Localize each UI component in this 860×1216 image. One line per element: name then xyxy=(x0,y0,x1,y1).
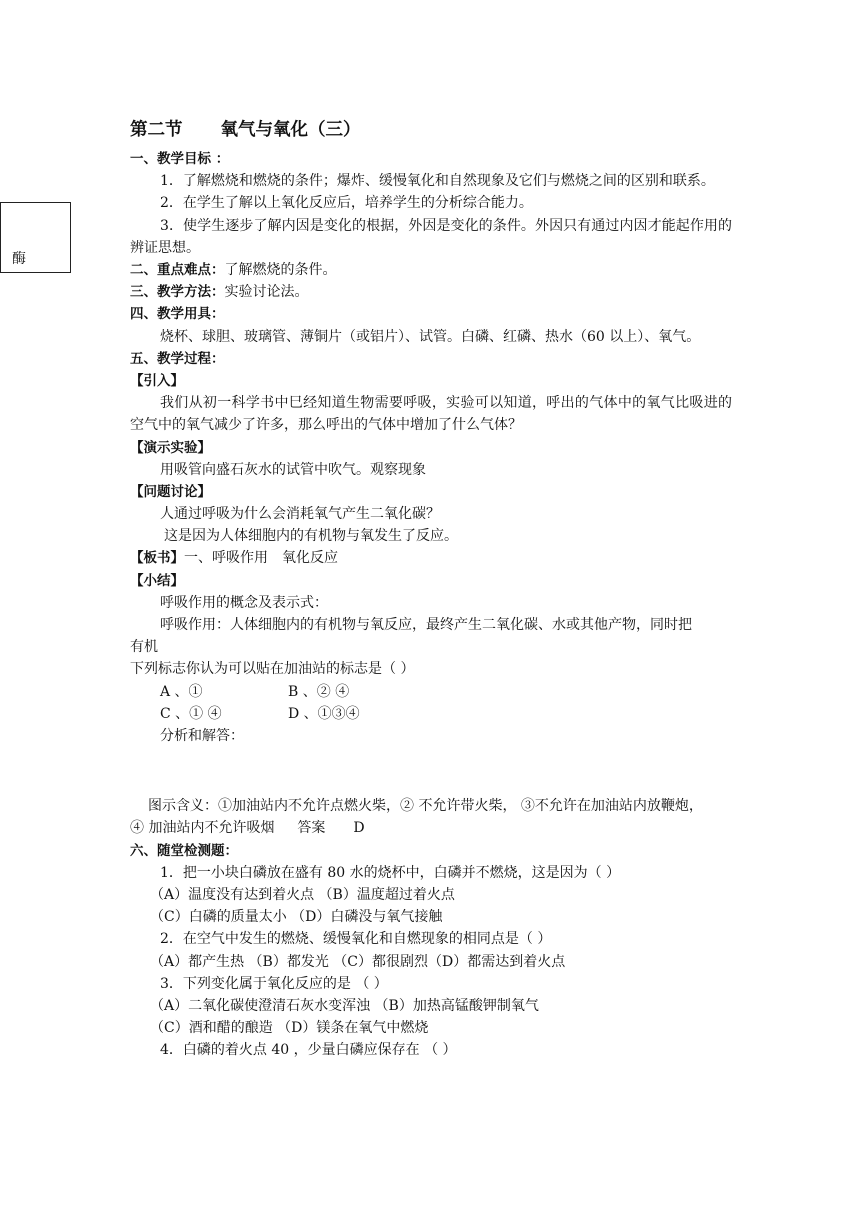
demo-text: 用吸管向盛石灰水的试管中吹气。观察现象 xyxy=(160,461,426,478)
quiz-q3-options-cd: （C）酒和醋的酿造 （D）镁条在氧气中燃烧 xyxy=(150,1020,429,1037)
objective-1: 1．了解燃烧和燃烧的条件；爆炸、缓慢氧化和自然现象及它们与燃烧之间的区别和联系。 xyxy=(160,173,715,190)
quiz-q4: 4．白磷的着火点 40 ，少量白磷应保存在 （ ） xyxy=(160,1042,457,1059)
tag-summary: 【小结】 xyxy=(130,572,184,589)
tools-text: 烧杯、球胆、玻璃管、薄铜片（或铝片）、试管。白磷、红磷、热水（60 以上）、氧气。 xyxy=(160,328,701,345)
side-box-char: 酶 xyxy=(12,251,26,267)
option-c: C 、① ④ xyxy=(160,705,222,722)
heading-tools: 四、教学用具： xyxy=(130,306,225,323)
tag-intro: 【引入】 xyxy=(130,372,184,389)
options-row-1 xyxy=(130,681,732,703)
side-margin-box xyxy=(0,202,71,273)
discussion-answer: 这是因为人体细胞内的有机物与氧发生了反应。 xyxy=(164,528,458,545)
method-text: 实验讨论法。 xyxy=(224,284,309,301)
board-line xyxy=(130,547,732,569)
options-row-2 xyxy=(130,703,732,725)
tag-board: 【板书】 xyxy=(130,550,184,567)
key-points xyxy=(130,259,732,281)
blank-space xyxy=(130,747,732,795)
board-text: 一、呼吸作用 氧化反应 xyxy=(184,550,338,567)
title-topic: 氧气与氧化（三） xyxy=(220,120,361,140)
analysis-label: 分析和解答： xyxy=(160,727,244,744)
option-b: B 、② ④ xyxy=(288,683,350,700)
tag-discussion: 【问题讨论】 xyxy=(130,483,211,500)
page-title xyxy=(130,115,732,145)
quiz-q2: 2．在空气中发生的燃烧、缓慢氧化和自燃现象的相同点是（ ） xyxy=(160,931,552,948)
teaching-method xyxy=(130,281,732,303)
summary-line-3: 有机 xyxy=(130,639,158,656)
quiz-q3-options-ab: （A）二氧化碳使澄清石灰水变浑浊 （B）加热高锰酸钾制氧气 xyxy=(150,997,539,1014)
quiz-q1: 1．把一小块白磷放在盛有 80 水的烧杯中，白磷并不燃烧，这是因为（ ） xyxy=(160,864,621,881)
heading-quiz: 六、随堂检测题： xyxy=(130,842,238,859)
intro-text: 我们从初一科学书中巳经知道生物需要呼吸，实验可以知道，呼出的气体中的氧气比吸进的空气中的氧气减少了许多，那么呼出的气体中增加了什么气体？ xyxy=(130,395,732,434)
figure-note-line-2: ④ 加油站内不允许吸烟 答案 D xyxy=(130,820,365,837)
heading-process: 五、教学过程： xyxy=(130,350,225,367)
heading-objectives: 一、教学目标 ： xyxy=(130,151,230,167)
example-question: 下列标志你认为可以贴在加油站的标志是（ ） xyxy=(130,661,415,678)
quiz-q1-options-ab: （A）温度没有达到着火点 （B）温度超过着火点 xyxy=(150,886,455,903)
option-a: A 、① xyxy=(160,683,203,700)
objective-3: 3．使学生逐步了解内因是变化的根据，外因是变化的条件。外因只有通过内因才能起作用的辨证思想。 xyxy=(130,217,732,256)
option-d: D 、①③④ xyxy=(288,705,360,722)
tag-demo: 【演示实验】 xyxy=(130,439,211,456)
key-points-text: 了解燃烧的条件。 xyxy=(224,262,337,278)
figure-note-line-1: 图示含义：①加油站内不允许点燃火柴，② 不允许带火柴， ③不允许在加油站内放鞭炮， xyxy=(148,798,703,815)
discussion-question: 人通过呼吸为什么会消耗氧气产生二氧化碳？ xyxy=(160,506,440,523)
heading-method: 三、教学方法： xyxy=(130,284,225,301)
quiz-q1-options-cd: （C）白磷的质量太小 （D）白磷没与氧气接触 xyxy=(150,909,443,926)
heading-key-points: 二、重点难点： xyxy=(130,262,225,278)
quiz-q3: 3．下列变化属于氧化反应的是 （ ） xyxy=(160,975,388,992)
quiz-q2-options: （A）都产生热 （B）都发光 （C）都很剧烈（D）都需达到着火点 xyxy=(150,953,566,970)
summary-line-2: 呼吸作用：人体细胞内的有机物与氧反应，最终产生二氧化碳、水或其他产物，同时把 xyxy=(160,617,692,634)
title-section: 第二节 xyxy=(130,120,183,140)
objective-2: 2．在学生了解以上氧化反应后，培养学生的分析综合能力。 xyxy=(160,195,533,212)
summary-line-1: 呼吸作用的概念及表示式： xyxy=(160,594,328,611)
document-body xyxy=(130,115,732,1061)
